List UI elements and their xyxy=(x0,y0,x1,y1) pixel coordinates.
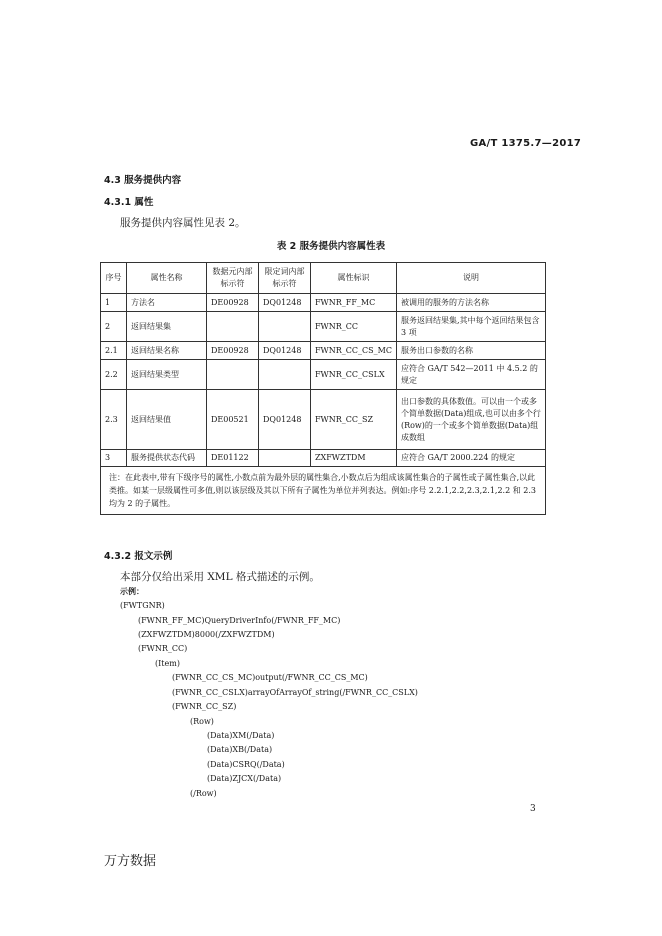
table-caption: 表 2 服务提供内容属性表 xyxy=(276,241,386,252)
table-cell xyxy=(259,450,311,467)
table-cell: DE00928 xyxy=(207,342,259,360)
table-cell: FWNR_CC xyxy=(311,312,397,342)
xml-line: (Data)ZJCX(/Data) xyxy=(207,774,282,783)
xml-line: (FWNR_CC_CS_MC)output(/FWNR_CC_CS_MC) xyxy=(172,673,368,682)
table-cell: DQ01248 xyxy=(259,294,311,312)
table-cell: DQ01248 xyxy=(259,390,311,450)
xml-line: (FWNR_FF_MC)QueryDriverInfo(/FWNR_FF_MC) xyxy=(138,616,341,625)
table-cell: 应符合 GA/T 542—2011 中 4.5.2 的规定 xyxy=(396,360,545,390)
table-cell: 返回结果集 xyxy=(127,312,207,342)
paragraph-4-3-1: 服务提供内容属性见表 2。 xyxy=(120,217,246,229)
table-header-cell: 说明 xyxy=(396,263,545,294)
table-cell: 应符合 GA/T 2000.224 的规定 xyxy=(396,450,545,467)
xml-line: (FWNR_CC_CSLX)arrayOfArrayOf_string(/FWNR_CC_CSLX) xyxy=(172,688,418,697)
table-header-cell: 属性标识 xyxy=(311,263,397,294)
table-note: 注：在此表中,带有下级序号的属性,小数点前为最外层的属性集合,小数点后为组成该属性集合的子属性或子属性集合,以此类推。如某一层级属性可多值,则以该层级及其以下所有子属性为单位并列表达。例如:序号 2.2.1,2.2,2.3,2.1,2.2 和 2.3 均为 2 的子属性。 xyxy=(101,467,546,515)
table-cell: 返回结果值 xyxy=(127,390,207,450)
table-header-row xyxy=(101,263,546,294)
table-cell: 方法名 xyxy=(127,294,207,312)
table-cell xyxy=(207,360,259,390)
table-cell: 1 xyxy=(101,294,127,312)
table-cell: DE00928 xyxy=(207,294,259,312)
table-row xyxy=(101,312,546,342)
table-cell: FWNR_CC_CSLX xyxy=(311,360,397,390)
attribute-table xyxy=(100,262,546,515)
table-row xyxy=(101,390,546,450)
table-cell xyxy=(259,312,311,342)
table-cell: 2 xyxy=(101,312,127,342)
table-header-cell: 限定词内部标示符 xyxy=(259,263,311,294)
table-cell: FWNR_CC_CS_MC xyxy=(311,342,397,360)
table-header-cell: 数据元内部标示符 xyxy=(207,263,259,294)
table-cell xyxy=(259,360,311,390)
xml-line: (ZXFWZTDM)8000(/ZXFWZTDM) xyxy=(138,630,275,639)
table-cell: DQ01248 xyxy=(259,342,311,360)
table-cell: 返回结果类型 xyxy=(127,360,207,390)
table-cell: 2.3 xyxy=(101,390,127,450)
xml-line: (Data)XM(/Data) xyxy=(207,731,275,740)
table-row xyxy=(101,360,546,390)
table-header-cell: 属性名称 xyxy=(127,263,207,294)
table-cell: 返回结果名称 xyxy=(127,342,207,360)
section-heading-4-3: 4.3 服务提供内容 xyxy=(104,175,182,186)
xml-line: (FWTGNR) xyxy=(120,601,165,610)
table-cell: 2.1 xyxy=(101,342,127,360)
section-heading-4-3-2: 4.3.2 报文示例 xyxy=(104,551,173,562)
xml-line: (/Row) xyxy=(190,789,217,798)
example-label: 示例： xyxy=(120,587,144,596)
table-row xyxy=(101,450,546,467)
section-heading-4-3-1: 4.3.1 属性 xyxy=(104,197,154,208)
table-cell: ZXFWZTDM xyxy=(311,450,397,467)
watermark-text: 万方数据 xyxy=(104,854,157,869)
table-cell: 被调用的服务的方法名称 xyxy=(396,294,545,312)
table-cell xyxy=(207,312,259,342)
xml-line: (Data)XB(/Data) xyxy=(207,745,273,754)
paragraph-4-3-2: 本部分仅给出采用 XML 格式描述的示例。 xyxy=(120,571,320,583)
table-cell: 服务返回结果集,其中每个返回结果包含 3 项 xyxy=(396,312,545,342)
table-header-cell: 序号 xyxy=(101,263,127,294)
table-cell: FWNR_FF_MC xyxy=(311,294,397,312)
table-row xyxy=(101,342,546,360)
table-cell: 出口参数的具体数值。可以由一个或多个简单数据(Data)组成,也可以由多个行(Row)的一个或多个简单数据(Data)组成数组 xyxy=(396,390,545,450)
table-cell: 3 xyxy=(101,450,127,467)
table-cell: FWNR_CC_SZ xyxy=(311,390,397,450)
table-cell: 2.2 xyxy=(101,360,127,390)
xml-line: (FWNR_CC_SZ) xyxy=(172,702,237,711)
page-number: 3 xyxy=(530,804,536,814)
xml-line: (Data)CSRQ(/Data) xyxy=(207,760,285,769)
table-cell: 服务提供状态代码 xyxy=(127,450,207,467)
table-cell: DE01122 xyxy=(207,450,259,467)
table-cell: 服务出口参数的名称 xyxy=(396,342,545,360)
xml-line: (FWNR_CC) xyxy=(138,644,188,653)
xml-line: (Row) xyxy=(190,717,214,726)
xml-line: (Item) xyxy=(155,659,180,668)
table-note-row xyxy=(101,467,546,515)
table-row xyxy=(101,294,546,312)
standard-number: GA/T 1375.7—2017 xyxy=(470,138,582,149)
table-cell: DE00521 xyxy=(207,390,259,450)
